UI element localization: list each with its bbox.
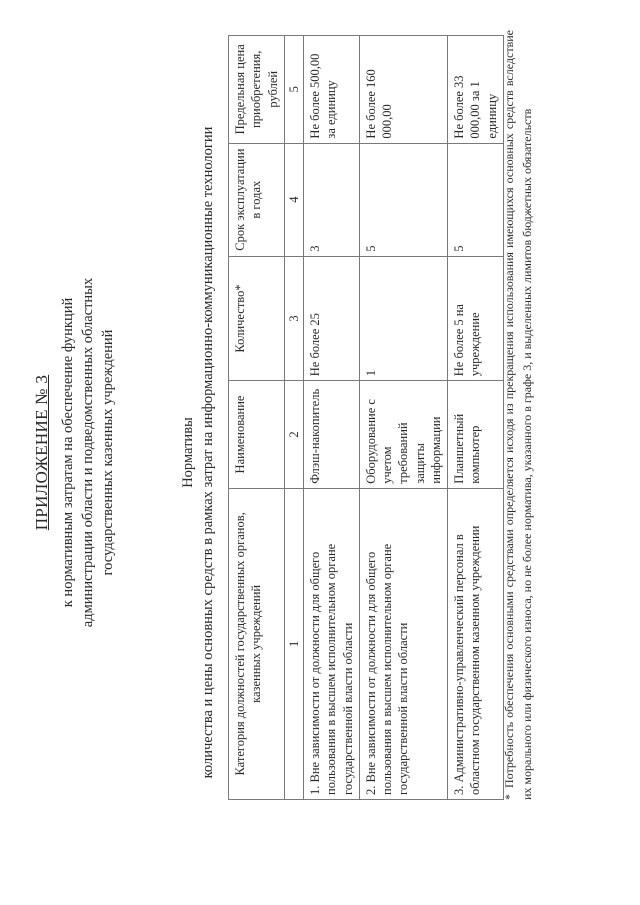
row-category: 2. Вне зависимости от должности для общего пользования в высшем исполнительном органе государственной власти области [359, 488, 447, 799]
column-number: 5 [284, 36, 303, 144]
column-number: 3 [284, 256, 303, 381]
column-number: 1 [284, 488, 303, 799]
appendix-subtitle-line-2: администрации области и подведомственных областных [80, 277, 96, 628]
appendix-subtitle-line-1: к нормативным затратам на обеспечение функций [60, 297, 76, 608]
row-term: 3 [304, 143, 360, 256]
row-price: Не более 33 000,00 за 1 единицу [448, 36, 504, 144]
appendix-subtitle-line-3: государственных казенных учреждений [100, 329, 116, 576]
row-name: Планшетный компьютер [448, 381, 504, 489]
header-name: Наименование [229, 381, 285, 489]
document-title: Нормативы [180, 417, 196, 488]
table-header-row [229, 36, 285, 800]
row-name: Флэш-накопитель [304, 381, 360, 489]
appendix-title: ПРИЛОЖЕНИЕ № 3 [32, 374, 51, 531]
row-quantity: Не более 5 на учреждение [448, 256, 504, 381]
header-category: Категория должностей государственных органов, казенных учреждений [229, 488, 285, 799]
footnote-marker: * [502, 794, 516, 800]
row-name: Оборудование с учетом требований защиты информации [359, 381, 447, 489]
footnote [500, 30, 536, 800]
row-term: 5 [448, 143, 504, 256]
row-quantity: 1 [359, 256, 447, 381]
document-subtitle: количества и цены основных средств в рамках затрат на информационно-коммуникационные технологии [200, 126, 216, 779]
footnote-text: Потребность обеспечения основными средствами определяется исходя из прекращения использования имеющихся основных средств вследствие их морального или физического износа, но не более норматива, указанного в графе 3, и выделенных лимитов бюджетных обязательств [502, 30, 534, 800]
header-term: Срок эксплуатации в годах [229, 143, 285, 256]
column-number: 2 [284, 381, 303, 489]
table-row [448, 36, 504, 800]
norms-table [228, 35, 504, 800]
row-term: 5 [359, 143, 447, 256]
header-quantity: Количество* [229, 256, 285, 381]
row-category: 1. Вне зависимости от должности для общего пользования в высшем исполнительном органе государственной власти области [304, 488, 360, 799]
header-price: Предельная цена приобретения, рублей [229, 36, 285, 144]
table-row [304, 36, 360, 800]
column-number: 4 [284, 143, 303, 256]
row-price: Не более 160 000,00 [359, 36, 447, 144]
row-price: Не более 500,00 за единицу [304, 36, 360, 144]
table-column-numbers-row [284, 36, 303, 800]
row-category: 3. Административно-управленческий персонал в областном государственном казенном учреждении [448, 488, 504, 799]
table-row [359, 36, 447, 800]
row-quantity: Не более 25 [304, 256, 360, 381]
